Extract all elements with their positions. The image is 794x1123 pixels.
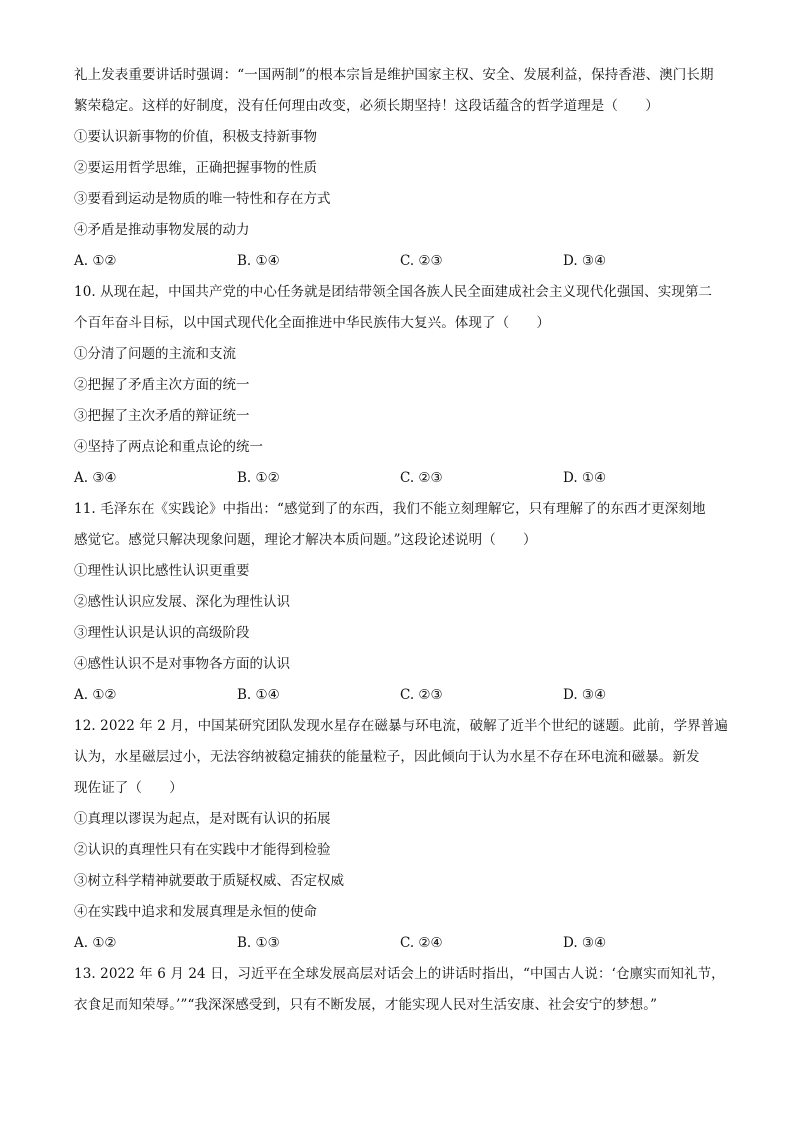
option-a: A. ①② <box>74 935 117 951</box>
question-stem-line: 11. 毛泽东在《实践论》中指出：“感觉到了的东西，我们不能立刻理解它，只有理解了的东西才更深刻地 <box>74 501 706 517</box>
answer-options <box>74 463 734 494</box>
statement-item: ②感性认识应发展、深化为理性认识 <box>74 594 290 610</box>
option-a: A. ①② <box>74 687 117 703</box>
option-b: B. ①④ <box>237 687 280 703</box>
option-d: D. ③④ <box>563 253 607 269</box>
statement-item: ③要看到运动是物质的唯一特性和存在方式 <box>74 191 331 207</box>
statement-item: ④坚持了两点论和重点论的统一 <box>74 439 263 455</box>
question-stem-line: 繁荣稳定。这样的好制度，没有任何理由改变，必须长期坚持！这段话蕴含的哲学道理是（ ） <box>74 98 659 114</box>
question-9 <box>74 60 734 277</box>
question-13 <box>74 959 734 1021</box>
option-c: C. ②③ <box>400 253 443 269</box>
exam-page <box>74 60 734 1021</box>
statement-item: ①要认识新事物的价值，积极支持新事物 <box>74 129 317 145</box>
question-11 <box>74 494 734 711</box>
statement-item: ②要运用哲学思维，正确把握事物的性质 <box>74 160 317 176</box>
question-10 <box>74 277 734 494</box>
option-d: D. ③④ <box>563 935 607 951</box>
option-a: A. ①② <box>74 253 117 269</box>
option-b: B. ①③ <box>237 935 280 951</box>
question-stem-line: 个百年奋斗目标，以中国式现代化全面推进中华民族伟大复兴。体现了（ ） <box>74 315 550 331</box>
statement-item: ①理性认识比感性认识更重要 <box>74 563 250 579</box>
answer-options <box>74 680 734 711</box>
question-stem-line: 现佐证了（ ） <box>74 780 183 796</box>
statement-item: ①真理以谬误为起点，是对既有认识的拓展 <box>74 811 331 827</box>
question-stem-line: 10. 从现在起，中国共产党的中心任务就是团结带领全国各族人民全面建成社会主义现代化强国、实现第二 <box>74 284 713 300</box>
statement-item: ④在实践中追求和发展真理是永恒的使命 <box>74 904 317 920</box>
option-c: C. ②③ <box>400 470 443 486</box>
statement-item: ①分清了问题的主流和支流 <box>74 346 236 362</box>
question-stem-line: 衣食足而知荣辱。’”“我深深感受到，只有不断发展，才能实现人民对生活安康、社会安宁的梦想。” <box>74 997 658 1013</box>
answer-options <box>74 928 734 959</box>
question-stem-line: 认为，水星磁层过小，无法容纳被稳定捕获的能量粒子，因此倾向于认为水星不存在环电流和磁暴。新发 <box>74 749 700 765</box>
statement-item: ③把握了主次矛盾的辩证统一 <box>74 408 250 424</box>
question-stem-line: 12. 2022 年 2 月，中国某研究团队发现水星存在磁暴与环电流，破解了近半个世纪的谜题。此前，学界普遍 <box>74 718 728 734</box>
option-a: A. ③④ <box>74 470 117 486</box>
statement-item: ④感性认识不是对事物各方面的认识 <box>74 656 290 672</box>
option-b: B. ①④ <box>237 253 280 269</box>
statement-item: ②认识的真理性只有在实践中才能得到检验 <box>74 842 331 858</box>
statement-item: ③树立科学精神就要敢于质疑权威、否定权威 <box>74 873 344 889</box>
option-b: B. ①② <box>237 470 280 486</box>
option-d: D. ①④ <box>563 470 607 486</box>
statement-item: ③理性认识是认识的高级阶段 <box>74 625 250 641</box>
option-d: D. ③④ <box>563 687 607 703</box>
answer-options <box>74 246 734 277</box>
option-c: C. ②④ <box>400 935 443 951</box>
option-c: C. ②③ <box>400 687 443 703</box>
question-stem-line: 感觉它。感觉只解决现象问题，理论才解决本质问题。”这段论述说明（ ） <box>74 532 537 548</box>
question-stem-line: 礼上发表重要讲话时强调：“一国两制”的根本宗旨是维护国家主权、安全、发展利益，保持香港、澳门长期 <box>74 67 714 83</box>
statement-item: ②把握了矛盾主次方面的统一 <box>74 377 250 393</box>
question-12 <box>74 711 734 959</box>
question-stem-line: 13. 2022 年 6 月 24 日，习近平在全球发展高层对话会上的讲话时指出，“中国古人说：‘仓廪实而知礼节， <box>74 966 725 982</box>
statement-item: ④矛盾是推动事物发展的动力 <box>74 222 250 238</box>
